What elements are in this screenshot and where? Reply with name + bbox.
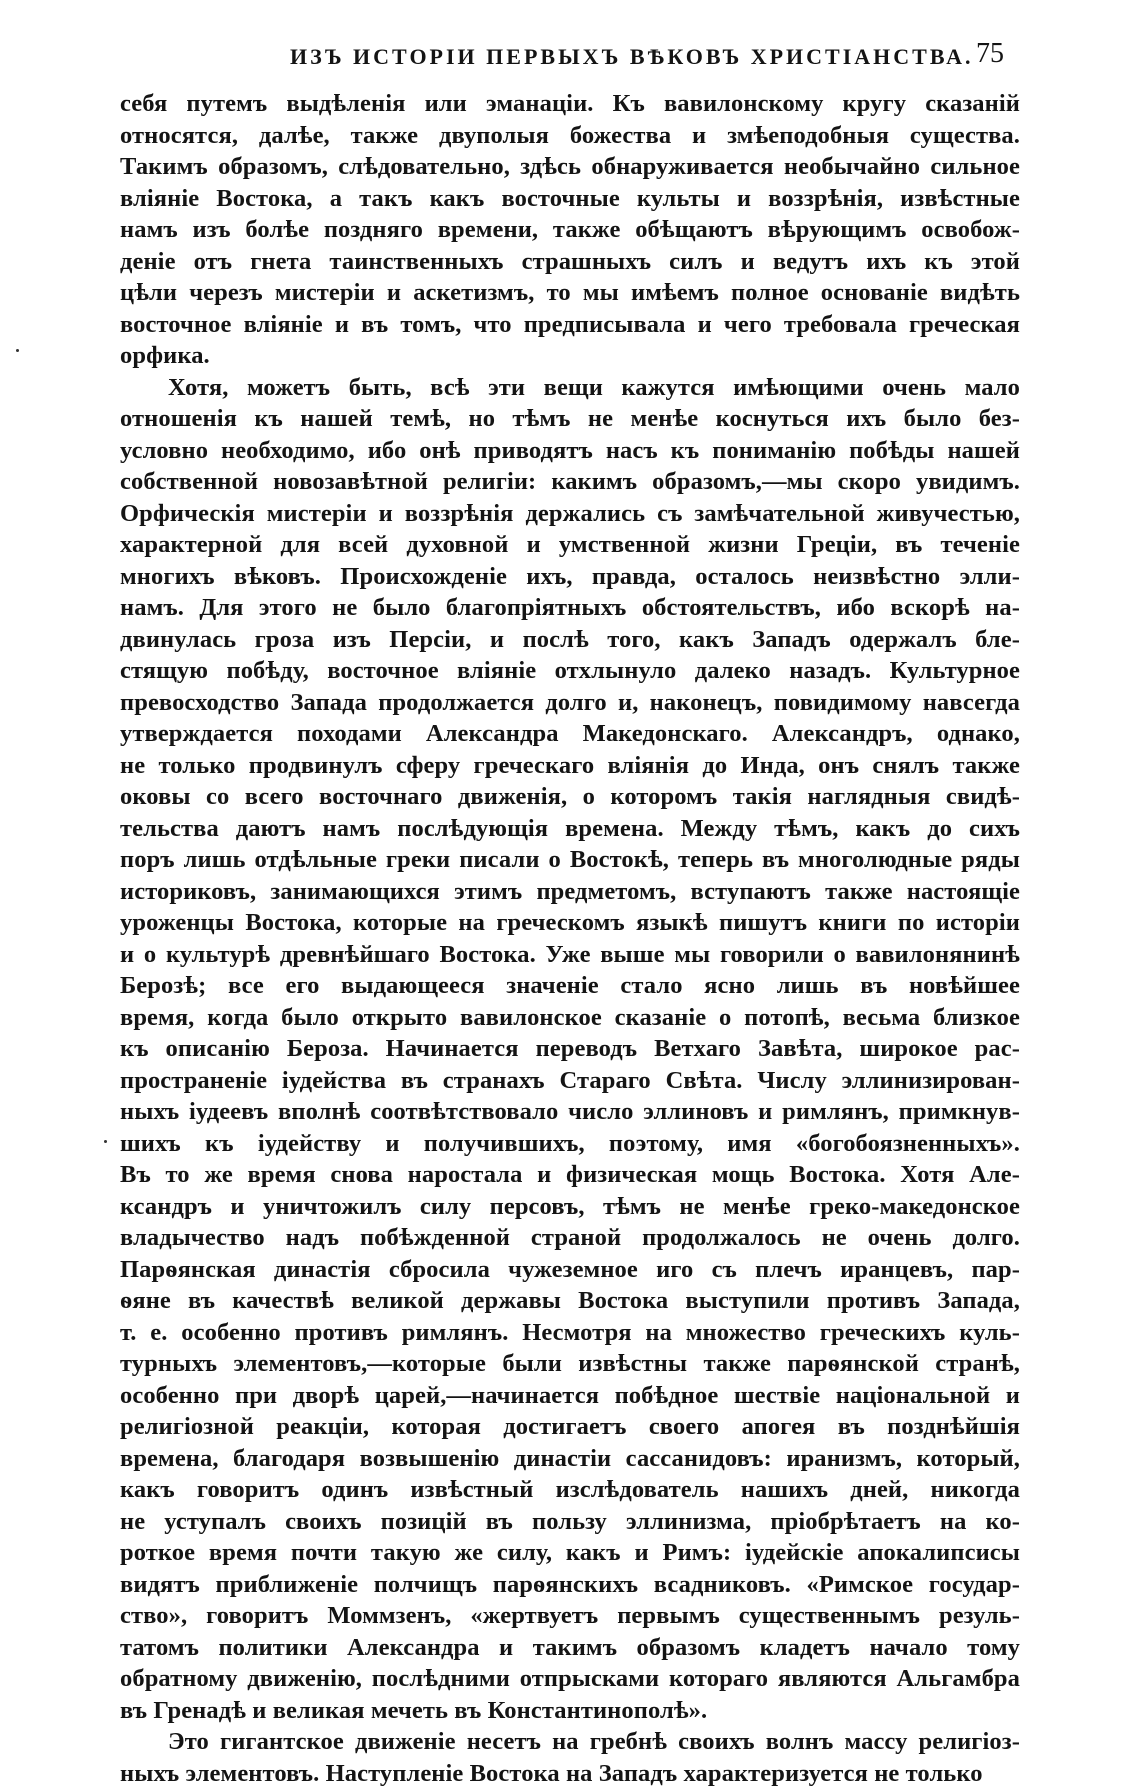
text-line: Такимъ образомъ, слѣдовательно, здѣсь обнаруживается необычайно сильное <box>120 151 1020 183</box>
text-line: вліяніе Востока, а такъ какъ восточные культы и воззрѣнія, извѣстные <box>120 183 1020 215</box>
text-line: поръ лишь отдѣльные греки писали о Востокѣ, теперь въ многолюдные ряды <box>120 844 1020 876</box>
paragraph <box>120 1726 1020 1789</box>
text-line: деніе отъ гнета таинственныхъ страшныхъ силъ и ведутъ ихъ къ этой <box>120 246 1020 278</box>
text-line: обратному движенію, послѣдними отпрысками котораго являются Альгамбра <box>120 1663 1020 1695</box>
text-line: Хотя, можетъ быть, всѣ эти вещи кажутся имѣющими очень мало <box>120 372 1020 404</box>
text-line: Берозѣ; все его выдающееся значеніе стало ясно лишь въ новѣйшее <box>120 970 1020 1002</box>
page-header <box>120 30 1020 88</box>
text-line: т. е. особенно противъ римлянъ. Несмотря на множество греческихъ куль- <box>120 1317 1020 1349</box>
book-page <box>120 30 1020 1789</box>
text-line: себя путемъ выдѣленія или эманаціи. Къ вавилонскому кругу сказаній <box>120 88 1020 120</box>
text-line: восточное вліяніе и въ томъ, что предписывала и чего требовала греческая <box>120 309 1020 341</box>
scan-speck <box>104 1140 107 1143</box>
text-line: не уступалъ своихъ позицій въ пользу эллинизма, пріобрѣтаетъ на ко- <box>120 1506 1020 1538</box>
text-line: времена, благодаря возвышенію династіи сассанидовъ: иранизмъ, который, <box>120 1443 1020 1475</box>
scan-speck <box>16 349 19 352</box>
text-line: тельства даютъ намъ послѣдующія времена. Между тѣмъ, какъ до сихъ <box>120 813 1020 845</box>
paragraph <box>120 88 1020 372</box>
text-line: Парѳянская династія сбросила чужеземное иго съ плечъ иранцевъ, пар- <box>120 1254 1020 1286</box>
text-line: Въ то же время снова наростала и физическая мощь Востока. Хотя Але- <box>120 1159 1020 1191</box>
text-line: стящую побѣду, восточное вліяніе отхлынуло далеко назадъ. Культурное <box>120 655 1020 687</box>
text-line: историковъ, занимающихся этимъ предметомъ, вступаютъ также настоящіе <box>120 876 1020 908</box>
text-line: уроженцы Востока, которые на греческомъ языкѣ пишутъ книги по исторіи <box>120 907 1020 939</box>
text-line: шихъ къ іудейству и получившихъ, поэтому, имя «богобоязненныхъ». <box>120 1128 1020 1160</box>
text-line: двинулась гроза изъ Персіи, и послѣ того, какъ Западъ одержалъ бле- <box>120 624 1020 656</box>
text-line: превосходство Запада продолжается долго и, наконецъ, повидимому навсегда <box>120 687 1020 719</box>
text-line: оковы со всего восточнаго движенія, о которомъ такія наглядныя свидѣ- <box>120 781 1020 813</box>
text-line: къ описанію Бероза. Начинается переводъ Ветхаго Завѣта, широкое рас- <box>120 1033 1020 1065</box>
running-title: ИЗЪ ИСТОРІИ ПЕРВЫХЪ ВѢКОВЪ ХРИСТІАНСТВА. <box>290 44 974 70</box>
text-line: Орфическія мистеріи и воззрѣнія держались съ замѣчательной живучестью, <box>120 498 1020 530</box>
text-line: въ Гренадѣ и великая мечеть въ Константинополѣ». <box>120 1695 1020 1727</box>
text-line: относятся, далѣе, также двуполыя божества и змѣеподобныя существа. <box>120 120 1020 152</box>
text-line: видятъ приближеніе полчищъ парѳянскихъ всадниковъ. «Римское государ- <box>120 1569 1020 1601</box>
text-line: время, когда было открыто вавилонское сказаніе о потопѣ, весьма близкое <box>120 1002 1020 1034</box>
text-line: характерной для всей духовной и умственной жизни Греціи, въ теченіе <box>120 529 1020 561</box>
paragraph <box>120 372 1020 1727</box>
text-line: ныхъ іудеевъ вполнѣ соотвѣтствовало число эллиновъ и римлянъ, примкнув- <box>120 1096 1020 1128</box>
text-line: орфика. <box>120 340 1020 372</box>
text-line: ксандръ и уничтожилъ силу персовъ, тѣмъ не менѣе греко-македонское <box>120 1191 1020 1223</box>
text-line: турныхъ элементовъ,—которые были извѣстны также парѳянской странѣ, <box>120 1348 1020 1380</box>
text-line: ѳяне въ качествѣ великой державы Востока выступили противъ Запада, <box>120 1285 1020 1317</box>
text-line: намъ. Для этого не было благопріятныхъ обстоятельствъ, ибо вскорѣ на- <box>120 592 1020 624</box>
text-line: утверждается походами Александра Македонскаго. Александръ, однако, <box>120 718 1020 750</box>
text-line: владычество надъ побѣжденной страной продолжалось не очень долго. <box>120 1222 1020 1254</box>
text-line: Это гигантское движеніе несетъ на гребнѣ своихъ волнъ массу религіоз- <box>120 1726 1020 1758</box>
text-line: пространеніе іудейства въ странахъ Стараго Свѣта. Числу эллинизирован- <box>120 1065 1020 1097</box>
body-text <box>120 88 1020 1789</box>
text-line: цѣли черезъ мистеріи и аскетизмъ, то мы имѣемъ полное основаніе видѣть <box>120 277 1020 309</box>
text-line: какъ говоритъ одинъ извѣстный изслѣдователь нашихъ дней, никогда <box>120 1474 1020 1506</box>
text-line: особенно при дворѣ царей,—начинается побѣдное шествіе національной и <box>120 1380 1020 1412</box>
page-number: 75 <box>976 38 1004 70</box>
text-line: татомъ политики Александра и такимъ образомъ кладетъ начало тому <box>120 1632 1020 1664</box>
text-line: намъ изъ болѣе поздняго времени, также обѣщаютъ вѣрующимъ освобож- <box>120 214 1020 246</box>
text-line: роткое время почти такую же силу, какъ и Римъ: іудейскіе апокалипсисы <box>120 1537 1020 1569</box>
text-line: религіозной реакціи, которая достигаетъ своего апогея въ позднѣйшія <box>120 1411 1020 1443</box>
text-line: и о культурѣ древнѣйшаго Востока. Уже выше мы говорили о вавилонянинѣ <box>120 939 1020 971</box>
text-line: многихъ вѣковъ. Происхожденіе ихъ, правда, осталось неизвѣстно элли- <box>120 561 1020 593</box>
text-line: ныхъ элементовъ. Наступленіе Востока на Западъ характеризуется не только <box>120 1758 1020 1789</box>
text-line: ство», говоритъ Моммзенъ, «жертвуетъ первымъ существеннымъ резуль- <box>120 1600 1020 1632</box>
text-line: собственной новозавѣтной религіи: какимъ образомъ,—мы скоро увидимъ. <box>120 466 1020 498</box>
text-line: отношенія къ нашей темѣ, но тѣмъ не менѣе коснуться ихъ было без- <box>120 403 1020 435</box>
text-line: условно необходимо, ибо онѣ приводятъ насъ къ пониманію побѣды нашей <box>120 435 1020 467</box>
text-line: не только продвинулъ сферу греческаго вліянія до Инда, онъ снялъ также <box>120 750 1020 782</box>
